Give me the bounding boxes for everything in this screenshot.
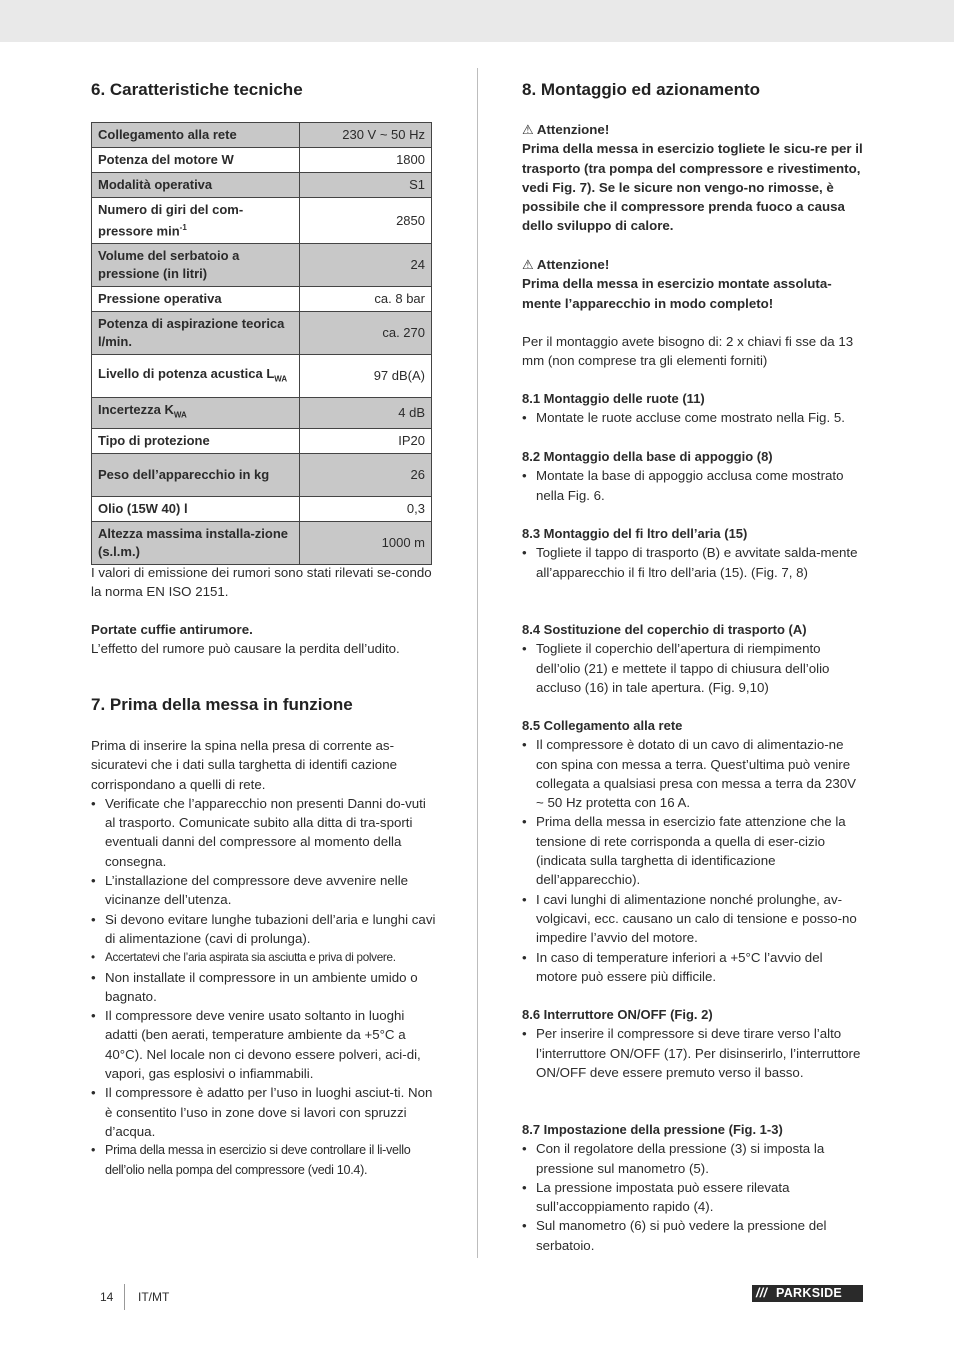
- subsection-8-1: 8.1 Montaggio delle ruote (11) • Montate le ruote accluse come mostrato nella Fig. 5.: [522, 389, 867, 428]
- list-item: • Togliete il tappo di trasporto (B) e avvitate salda-mente all’apparecchio il fi ltro dell’aria (15). (Fig. 7, 8): [522, 543, 867, 582]
- spec-row: Tipo di protezione IP20: [92, 428, 432, 453]
- spec-row: Collegamento alla rete 230 V ~ 50 Hz: [92, 123, 432, 148]
- subsection-8-7: 8.7 Impostazione della pressione (Fig. 1-3) • Con il regolatore della pressione (3) si imposta la pressione sul manometro (5). • La pressione impostata può essere rilevata sull’accoppiamento rapido (4). • Sul manometro (6) si può vedere la pressione del serbatoio.: [522, 1120, 867, 1255]
- subsection-8-4: 8.4 Sostituzione del coperchio di trasporto (A) • Togliete il coperchio dell’apertura di riempimento dell’olio (21) e mettete il tappo di chiusura dell’olio accluso (16) in tale apertura. (Fig. 9,10): [522, 620, 867, 697]
- list-item: • Con il regolatore della pressione (3) si imposta la pressione sul manometro (5).: [522, 1139, 867, 1178]
- footer-separator: [124, 1284, 125, 1310]
- list-item: • Sul manometro (6) si può vedere la pressione del serbatoio.: [522, 1216, 867, 1255]
- spec-row: Modalità operativa S1: [92, 173, 432, 198]
- list-item: • Il compressore è adatto per l’uso in luoghi asciut-ti. Non è consentito l’uso in zone dove si lavori con spruzzi d’acqua.: [91, 1083, 436, 1141]
- spec-table: [91, 122, 432, 565]
- list-item: • I cavi lunghi di alimentazione nonché prolunghe, av-volgicavi, ecc. causano un calo di tensione e posso-no impedire l’avvio del motore.: [522, 890, 867, 948]
- logo-wordmark: PARKSIDE: [776, 1286, 843, 1300]
- section-6-title: 6. Caratteristiche tecniche: [91, 80, 303, 99]
- list-item: • Accertatevi che l’aria aspirata sia asciutta e priva di polvere.: [91, 948, 436, 967]
- spec-row: Pressione operativa ca. 8 bar: [92, 287, 432, 312]
- logo-slashes: ///: [756, 1286, 768, 1300]
- spec-row: Altezza massima installa-zione (s.l.m.) 1000 m: [92, 521, 432, 564]
- list-item: • Verificate che l’apparecchio non presenti Danni do-vuti al trasporto. Comunicate subito alla ditta di tra-sporti eventuali danni del compressore al momento della consegna.: [91, 794, 436, 871]
- spec-row: Olio (15W 40) l 0,3: [92, 496, 432, 521]
- list-item: • Togliete il coperchio dell’apertura di riempimento dell’olio (21) e mettete il tappo di chiusura dell’olio accluso (16) in tale apertura. (Fig. 9,10): [522, 639, 867, 697]
- list-item: • Il compressore deve venire usato soltanto in luoghi adatti (ben aerati, temperature ambiente da +5°C a 40°C). Nel locale non ci devono essere polveri, aci-di, vapori, gas esplosivi o infiammabili.: [91, 1006, 436, 1083]
- list-item: • Per inserire il compressore si deve tirare verso l’alto l’interruttore ON/OFF (17). Per disinserirlo, l’interruttore ON/OFF deve essere premuto verso il basso.: [522, 1024, 867, 1082]
- warning-block-2: ⚠ Attenzione! Prima della messa in esercizio montate assoluta-mente l’apparecchio in modo completo!: [522, 257, 832, 311]
- column-divider: [477, 68, 478, 1258]
- list-item: • Il compressore è dotato di un cavo di alimentazio-ne con spina con messa a terra. Quest’ultima può venire collegata a qualsiasi presa con messa a terra da 230V ~ 50 Hz protetta con 16 A.: [522, 735, 867, 812]
- spec-row: Volume del serbatoio a pressione (in litri) 24: [92, 244, 432, 287]
- list-item: • Montate le ruote accluse come mostrato nella Fig. 5.: [522, 408, 867, 427]
- section-7-list: [91, 794, 436, 1180]
- spec-row: Peso dell’apparecchio in kg 26: [92, 453, 432, 496]
- warning-triangle-icon: ⚠: [522, 122, 534, 137]
- noise-paragraph: I valori di emissione dei rumori sono stati rilevati se-condo la norma EN ISO 2151.: [91, 565, 432, 600]
- list-item: • In caso di temperature inferiori a +5°C l’avvio del motore può essere più difficile.: [522, 948, 867, 987]
- spec-row: Incertezza $K_{WA}$ 4 dB: [92, 398, 432, 429]
- spec-row: Livello di potenza acustica $L_{WA}$ 97 dB(A): [92, 355, 432, 398]
- subsection-8-6: 8.6 Interruttore ON/OFF (Fig. 2) • Per inserire il compressore si deve tirare verso l’alto l’interruttore ON/OFF (17). Per disinserirlo, l’interruttore ON/OFF deve essere premuto verso il basso.: [522, 1005, 867, 1082]
- list-item: • Non installate il compressore in un ambiente umido o bagnato.: [91, 968, 436, 1007]
- language-code: IT/MT: [138, 1290, 170, 1304]
- subsection-8-5: 8.5 Collegamento alla rete • Il compressore è dotato di un cavo di alimentazio-ne con spina con messa a terra. Quest’ultima può venire collegata a qualsiasi presa con messa a terra da 230V ~ 50 Hz protetta con 16 A. • Prima della messa in esercizio fate attenzione che la tensione di rete corrisponda a quella di eser-cizio (indicata sulla targhetta di identificazione dell’apparecchio). • I cavi lunghi di alimentazione nonché prolunghe, av-volgicavi, ecc. causano un calo di tensione e posso-no impedire l’avvio del motore. • In caso di temperature inferiori a +5°C l’avvio del motore può essere più difficile.: [522, 716, 867, 986]
- list-item: • Prima della messa in esercizio si deve controllare il li-vello dell’olio nella pompa del compressore (vedi 10.4).: [91, 1141, 436, 1180]
- spec-row: Potenza del motore W 1800: [92, 148, 432, 173]
- page-number: 14: [100, 1290, 114, 1304]
- spec-row: Numero di giri del com-pressore $\min^{-1}$ 2850: [92, 198, 432, 244]
- warning-block-1: ⚠ Attenzione! Prima della messa in esercizio togliete le sicu-re per il trasporto (tra pompa del compressore e rivestimento, vedi Fig. 7). Se le sicure non vengo-no rimosse, è possibile che il compressore prenda fuoco a causa dello sviluppo di calore.: [522, 122, 863, 234]
- list-item: • La pressione impostata può essere rilevata sull’accoppiamento rapido (4).: [522, 1178, 867, 1217]
- section-7-title: 7. Prima della messa in funzione: [91, 695, 353, 714]
- section-7-body: Prima di inserire la spina nella presa di corrente as-sicuratevi che i dati sulla targhetta di identifi cazione corrispondano a quelli di rete. • Verificate che l’apparecchio non presenti Danni do-vuti al trasporto. Comunicate subito alla ditta di tra-sporti eventuali danni del compressore al momento della consegna. • L’installazione del compressore deve avvenire nelle vicinanze dell’utenza. • Si devono evitare lunghe tubazioni dell’aria e lunghi cavi di alimentazione (cavi di prolunga). • Accertatevi che l’aria aspirata sia asciutta e priva di polvere. • Non installate il compressore in un ambiente umido o bagnato. • Il compressore deve venire usato soltanto in luoghi adatti (ben aerati, temperature ambiente da +5°C a 40°C). Nel locale non ci devono essere polveri, aci-di, vapori, gas esplosivi o infiammabili. • Il compressore è adatto per l’uso in luoghi asciut-ti. Non è consentito l’uso in zone dove si lavori con spruzzi d’acqua. • Prima della messa in esercizio si deve controllare il li-vello dell’olio nella pompa del compressore (vedi 10.4).: [91, 736, 436, 1180]
- tools-paragraph: Per il montaggio avete bisogno di: 2 x chiavi fi sse da 13 mm (non comprese tra gli elementi forniti): [522, 334, 854, 369]
- list-item: • Montate la base di appoggio acclusa come mostrato nella Fig. 6.: [522, 466, 867, 505]
- subsection-8-2: 8.2 Montaggio della base di appoggio (8) • Montate la base di appoggio acclusa come mostrato nella Fig. 6.: [522, 447, 867, 505]
- list-item: • Si devono evitare lunghe tubazioni dell’aria e lunghi cavi di alimentazione (cavi di prolunga).: [91, 910, 436, 949]
- subsection-8-3: 8.3 Montaggio del fi ltro dell’aria (15) • Togliete il tappo di trasporto (B) e avvitate salda-mente all’apparecchio il fi ltro dell’aria (15). (Fig. 7, 8): [522, 524, 867, 582]
- top-header-bar: [0, 0, 954, 42]
- list-item: • Prima della messa in esercizio fate attenzione che la tensione di rete corrisponda a quella di eser-cizio (indicata sulla targhetta di identificazione dell’apparecchio).: [522, 812, 867, 889]
- spec-row: Potenza di aspirazione teorica l/min. ca. 270: [92, 312, 432, 355]
- parkside-logo: [752, 1285, 863, 1302]
- section-8-title: 8. Montaggio ed azionamento: [522, 80, 761, 99]
- list-item: • L’installazione del compressore deve avvenire nelle vicinanze dell’utenza.: [91, 871, 436, 910]
- warning-triangle-icon: ⚠: [522, 257, 534, 272]
- ear-protection-block: Portate cuffie antirumore. L’effetto del rumore può causare la perdita dell’udito.: [91, 622, 400, 657]
